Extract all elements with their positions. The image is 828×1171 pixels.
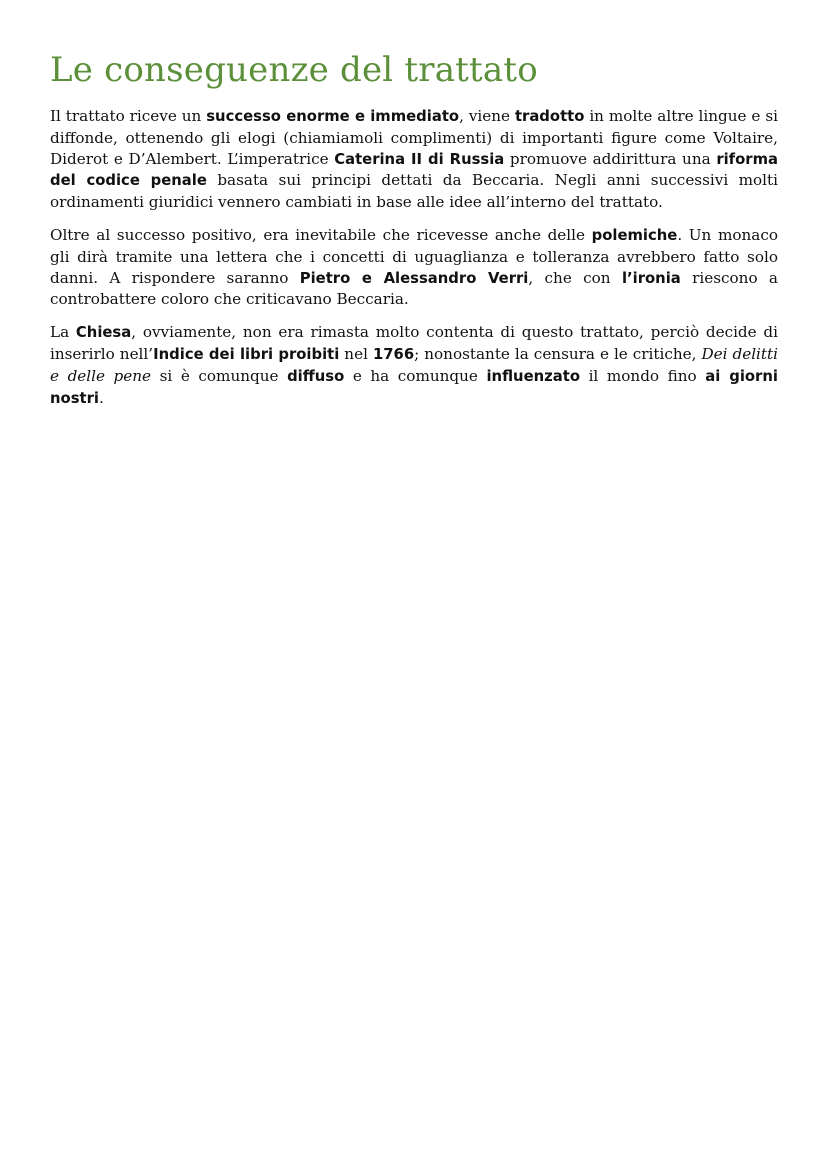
italic-title: Dei delitti e delle pene bbox=[50, 344, 778, 385]
bold-text: Indice dei libri proibiti bbox=[153, 345, 340, 363]
text-run: Il trattato riceve un bbox=[50, 107, 207, 125]
page-title: Le conseguenze del trattato bbox=[50, 50, 538, 90]
paragraph-success bbox=[50, 106, 778, 213]
text-run: promuove addirittura una bbox=[504, 149, 717, 168]
paragraph-church bbox=[50, 322, 778, 409]
text-run: Oltre al successo positivo, era inevitabile che ricevesse anche delle bbox=[50, 225, 592, 244]
text-run: nel bbox=[339, 344, 373, 363]
document-body bbox=[50, 106, 778, 409]
bold-text: l’ironia bbox=[621, 269, 681, 287]
bold-text: Caterina II di Russia bbox=[334, 150, 505, 168]
bold-text: tradotto bbox=[514, 108, 585, 125]
text-run: , che con bbox=[528, 268, 622, 287]
text-run: La bbox=[50, 323, 76, 342]
text-run: e ha comunque bbox=[344, 366, 487, 385]
bold-text: polemiche bbox=[591, 226, 678, 244]
bold-text: influenzato bbox=[486, 367, 580, 385]
text-run: . Un monaco gli dirà tramite una lettera che i concetti di uguaglianza e tolleranza avrebbero fatto solo danni. A rispondere saranno bbox=[50, 225, 778, 287]
bold-text: 1766 bbox=[372, 345, 415, 363]
bold-text: Pietro e Alessandro Verri bbox=[299, 269, 529, 287]
text-run: si è comunque bbox=[151, 366, 288, 385]
text-run: ; nonostante la censura e le critiche, bbox=[414, 344, 702, 363]
paragraph-polemics bbox=[50, 225, 778, 310]
bold-text: Chiesa bbox=[75, 324, 132, 342]
document-page bbox=[50, 48, 778, 421]
bold-text: diffuso bbox=[287, 367, 345, 385]
text-run: , ovviamente, non era rimasta molto contenta di questo trattato, perciò decide di inserirlo nell’ bbox=[50, 323, 778, 363]
bold-text: ai giorni nostri bbox=[50, 367, 778, 407]
text-run: in molte altre lingue e si diffonde, ottenendo gli elogi (chiamiamoli complimenti) di importanti figure come Voltaire, Diderot e D’Alembert. L’imperatrice bbox=[50, 107, 778, 168]
text-run: . bbox=[98, 388, 104, 407]
text-run: , viene bbox=[459, 107, 515, 125]
text-run: basata sui principi dettati da Beccaria. Negli anni successivi molti ordinamenti giuridici vennero cambiati in base alle idee all’interno del trattato. bbox=[50, 171, 778, 212]
text-run: il mondo fino bbox=[580, 366, 706, 385]
bold-text: successo enorme e immediato bbox=[206, 108, 460, 125]
text-run: riescono a controbattere coloro che criticavano Beccaria. bbox=[50, 268, 778, 309]
bold-text: riforma del codice penale bbox=[50, 150, 778, 190]
